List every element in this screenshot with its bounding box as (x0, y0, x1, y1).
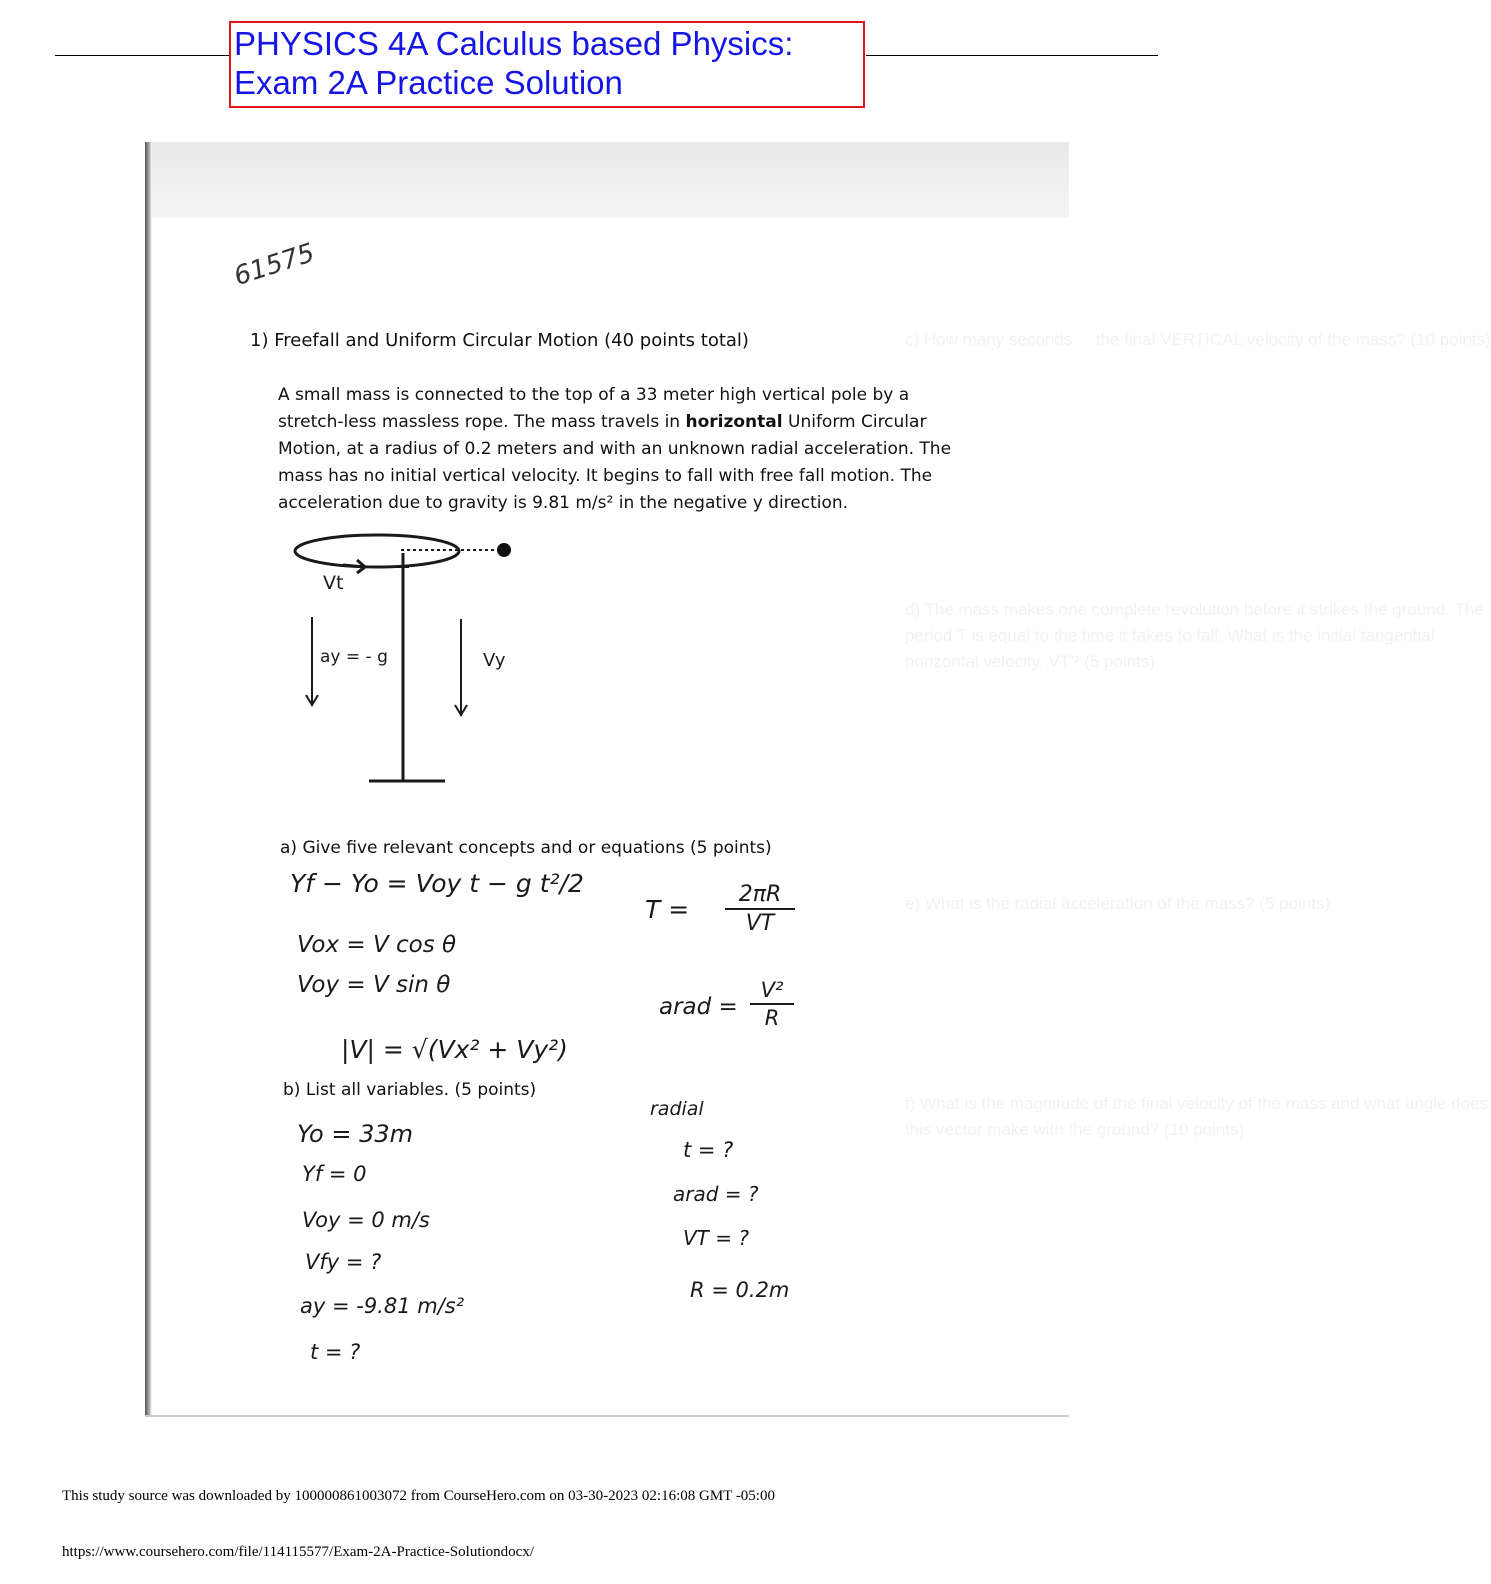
radial-var-arad: arad = ? (673, 1182, 759, 1206)
radial-var-vt: VT = ? (683, 1226, 749, 1250)
bleed-text-e: e) What is the radial acceleration of the mass? (5 points) (905, 894, 1331, 913)
eq-arad-bar (750, 1003, 794, 1005)
problem-line-4: mass has no initial vertical velocity. It begins to fall with free fall motion. The (278, 466, 933, 486)
circular-path (295, 535, 459, 567)
scan-left-edge (145, 142, 152, 1417)
label-ay: ay = - g (320, 647, 388, 667)
scan-top-shadow (145, 142, 1069, 218)
problem-line-2b: Uniform Circular (782, 412, 927, 432)
eq-period-lhs: T = (645, 895, 690, 924)
eq-period-bar (725, 908, 795, 910)
part-a-prompt: a) Give five relevant concepts and or equations (5 points) (280, 838, 772, 858)
var-voy: Voy = 0 m/s (302, 1208, 430, 1232)
header-rule-left (55, 55, 230, 56)
problem-line-2a: stretch-less massless rope. The mass travels in (278, 412, 686, 432)
scan-bottom-edge (145, 1415, 1069, 1417)
download-note: This study source was downloaded by 100000861003072 from CourseHero.com on 03-30-2023 02:16:08 GMT -05:00 (62, 1488, 775, 1504)
eq-arad-den: R (764, 1006, 780, 1030)
ay-arrow (306, 617, 318, 705)
title-box (229, 21, 865, 108)
label-vt: Vt (323, 572, 344, 594)
bleed-text-d1: d) The mass makes one complete revolution before it strikes the ground. The (905, 600, 1484, 619)
source-url[interactable]: https://www.coursehero.com/file/114115577/Exam-2A-Practice-Solutiondocx/ (62, 1544, 534, 1560)
eq-kinematic: Yf − Yo = Voy t − g t²/2 (290, 869, 584, 898)
eq-arad-lhs: arad = (659, 994, 738, 1020)
tangential-arrow (343, 560, 365, 573)
radial-header: radial (650, 1098, 704, 1120)
var-vfy: Vfy = ? (305, 1250, 382, 1274)
mass (497, 543, 511, 557)
page-mark: 61575 (230, 237, 319, 293)
part-b-prompt: b) List all variables. (5 points) (283, 1080, 537, 1100)
header-rule-right (866, 55, 1158, 56)
title-line-2: Exam 2A Practice Solution (234, 64, 623, 101)
eq-arad-num: V² (760, 978, 784, 1002)
scanned-page (145, 142, 1491, 1417)
label-vy: Vy (483, 650, 506, 671)
bleed-text-d3: horizontal velocity, VT? (5 points) (905, 652, 1156, 671)
eq-period-num: 2πR (738, 882, 782, 907)
var-t: t = ? (310, 1340, 361, 1364)
eq-voy: Voy = V sin θ (297, 972, 451, 998)
question-heading: 1) Freefall and Uniform Circular Motion (40 points total) (250, 330, 749, 351)
var-ay: ay = -9.81 m/s² (300, 1294, 465, 1318)
problem-line-5: acceleration due to gravity is 9.81 m/s² in the negative y direction. (278, 493, 849, 513)
bleed-text-d2: period T is equal to the time it takes to fall. What is the initial tangential (905, 626, 1435, 645)
eq-period-den: VT (745, 911, 775, 936)
problem-emphasis-horizontal: horizontal (685, 412, 783, 432)
bleed-text-f2: this vector make with the ground? (10 points) (905, 1120, 1245, 1139)
bleed-text-c: c) How many seconds ... the final VERTICAL velocity of the mass? (10 points) (905, 330, 1491, 349)
eq-magnitude: |V| = √(Vx² + Vy²) (341, 1035, 568, 1064)
problem-line-2 (278, 412, 926, 432)
vy-arrow (455, 619, 467, 715)
radial-var-t: t = ? (683, 1138, 734, 1162)
var-yf: Yf = 0 (302, 1162, 367, 1186)
problem-line-3: Motion, at a radius of 0.2 meters and with an unknown radial acceleration. The (278, 439, 952, 459)
radial-var-r: R = 0.2m (690, 1278, 790, 1302)
eq-period-frac (725, 882, 795, 936)
bleed-text-f1: f) What is the magnitude of the final velocity of the mass and what angle does (905, 1094, 1489, 1113)
eq-vox: Vox = V cos θ (297, 932, 457, 958)
problem-line-1: A small mass is connected to the top of a 33 meter high vertical pole by a (278, 385, 910, 405)
title-line-1: PHYSICS 4A Calculus based Physics: (234, 25, 794, 62)
eq-arad-frac (750, 978, 794, 1030)
var-yo: Yo = 33m (297, 1120, 413, 1148)
